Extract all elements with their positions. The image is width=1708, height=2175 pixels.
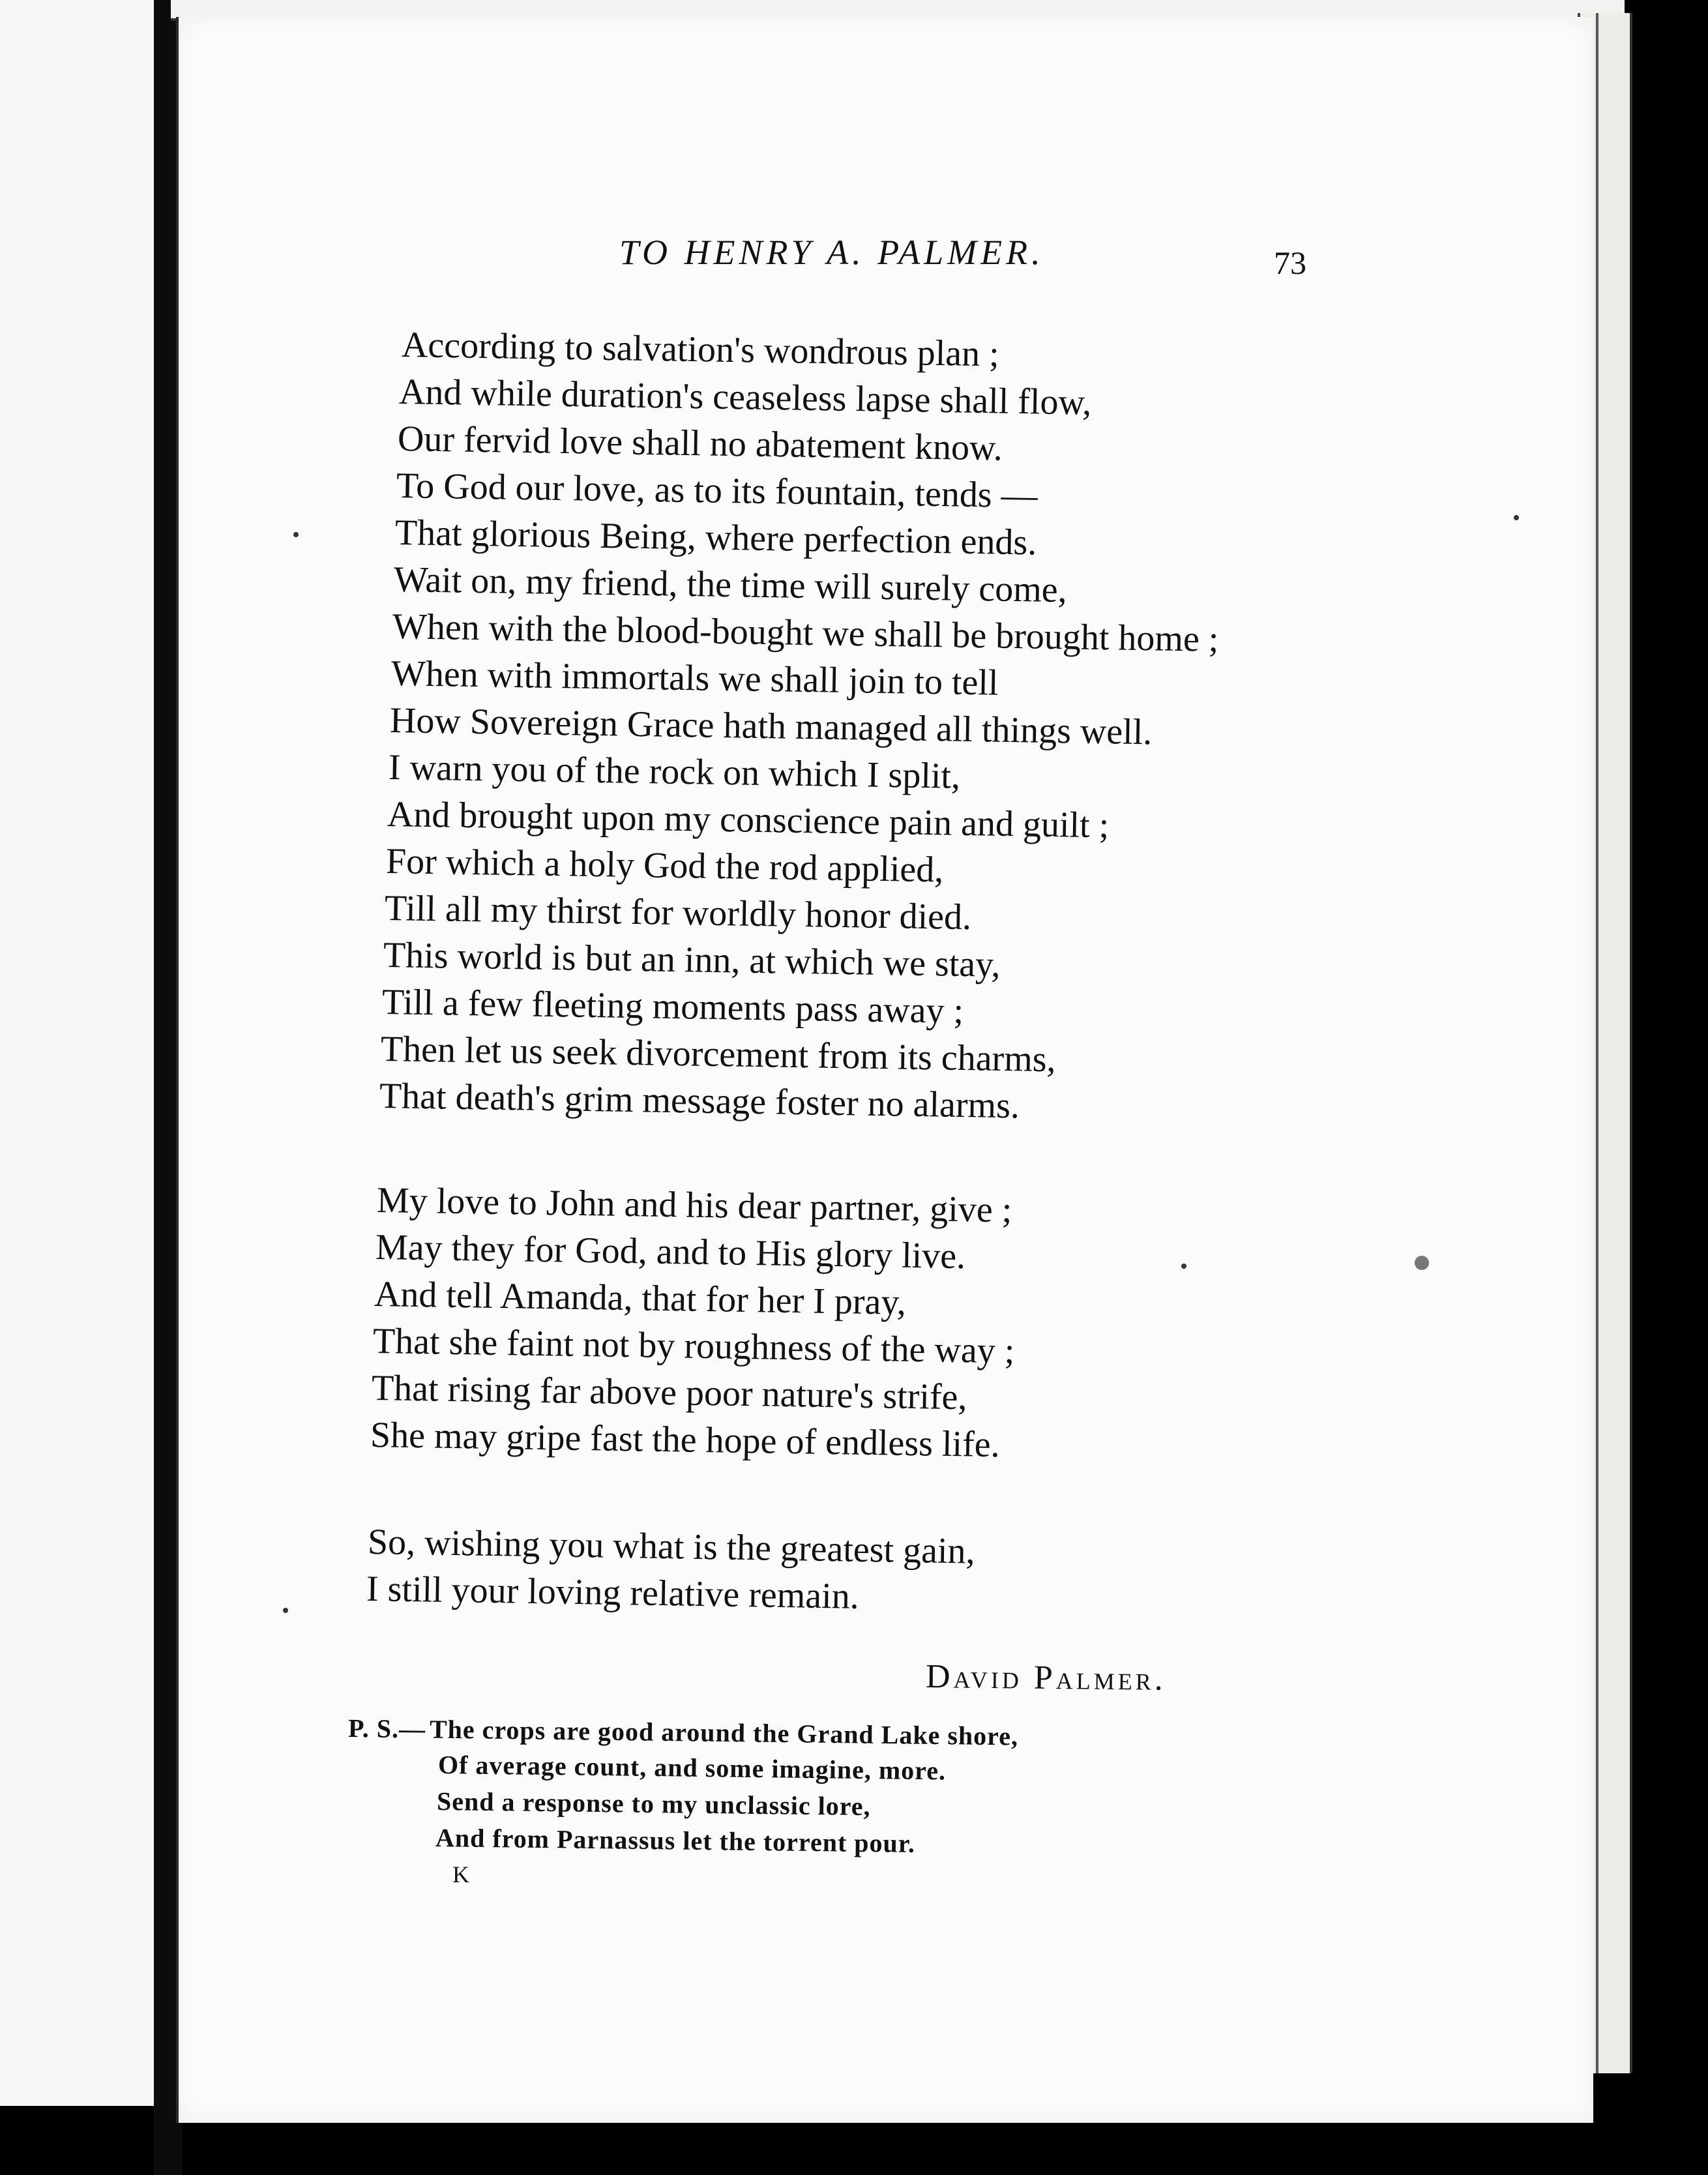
- postscript-line: And from Parnassus let the torrent pour.: [435, 1823, 916, 1858]
- ink-speck: [1415, 1256, 1429, 1270]
- signature: David Palmer.: [925, 1658, 1167, 1698]
- book-page: [176, 17, 1593, 2123]
- poem-line: And tell Amanda, that for her I pray,: [374, 1274, 907, 1323]
- poem-line: And while duration's ceaseless lapse shall flow,: [398, 372, 1092, 423]
- poem-line: To God our love, as to its fountain, tends —: [396, 466, 1038, 516]
- poem-line: When with the blood-bought we shall be brought home ;: [392, 606, 1219, 660]
- poem-line: That rising far above poor nature's strife,: [371, 1368, 967, 1418]
- signature-mark: K: [452, 1861, 469, 1887]
- poem-line: She may gripe fast the hope of endless life.: [370, 1415, 1001, 1466]
- postscript-line: [348, 1712, 1019, 1753]
- poem-line: How Sovereign Grace hath managed all things well.: [389, 700, 1153, 753]
- postscript-line: Of average count, and some imagine, more.: [437, 1750, 947, 1786]
- poem-line: When with immortals we shall join to tell: [390, 653, 999, 703]
- ink-speck: [1181, 1264, 1186, 1269]
- postscript-label: P. S.—: [347, 1713, 426, 1744]
- poem-line: Our fervid love shall no abatement know.: [397, 419, 1003, 469]
- poem-line: For which a holy God the rod applied,: [385, 841, 944, 891]
- poem-line: This world is but an inn, at which we stay,: [383, 935, 1001, 985]
- ink-speck: [293, 532, 299, 537]
- left-page-edge: [0, 0, 158, 2106]
- poem-line: May they for God, and to His glory live.: [375, 1227, 966, 1277]
- ink-speck: [1514, 515, 1519, 520]
- poem-line: That death's grim message foster no alarms.: [379, 1076, 1020, 1127]
- poem-line: That she faint not by roughness of the way ;: [372, 1321, 1015, 1372]
- postscript-line: Send a response to my unclassic lore,: [436, 1786, 871, 1822]
- postscript-text: The crops are good around the Grand Lake shore,: [429, 1714, 1019, 1751]
- poem-line: I warn you of the rock on which I split,: [388, 747, 961, 797]
- poem-line: I still your loving relative remain.: [366, 1569, 860, 1617]
- poem-line: Then let us seek divorcement from its charms,: [380, 1029, 1057, 1080]
- poem-line: Wait on, my friend, the time will surely come,: [393, 559, 1068, 611]
- poem-line: That glorious Being, where perfection ends.: [394, 512, 1037, 563]
- poem-line: Till a few fleeting moments pass away ;: [381, 982, 964, 1032]
- poem-line: So, wishing you what is the greatest gain,: [367, 1522, 976, 1572]
- poem-line: Till all my thirst for worldly honor died.: [384, 888, 972, 938]
- poem-line: My love to John and his dear partner, give ;: [376, 1180, 1012, 1231]
- poem-line: According to salvation's wondrous plan ;: [401, 325, 1000, 375]
- running-title: TO HENRY A. PALMER.: [619, 233, 1044, 272]
- poem-line: And brought upon my conscience pain and guilt ;: [387, 794, 1110, 846]
- page-number: 73: [1274, 244, 1306, 281]
- page-header: [179, 232, 1593, 284]
- ink-speck: [283, 1608, 288, 1613]
